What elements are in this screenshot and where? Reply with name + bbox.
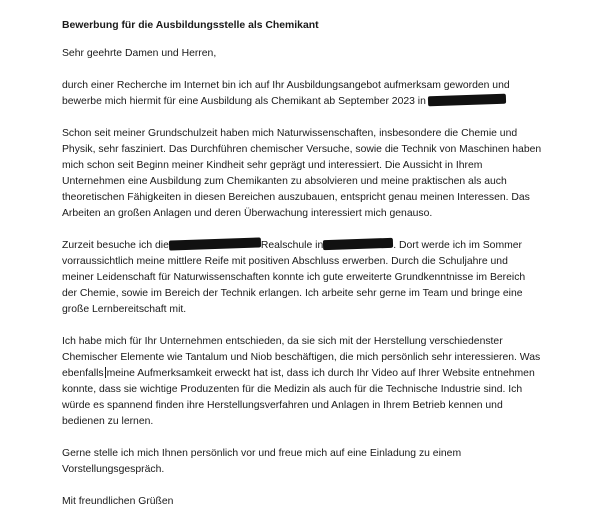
redaction-mark (323, 238, 393, 250)
paragraph-closing-request (62, 446, 582, 478)
paragraph-line: Chemischer Elemente wie Tantalum und Niob beschäftigen, die mich persönlich sehr interessieren. Was (62, 352, 541, 363)
paragraph-line: Arbeiten an großen Anlagen und deren Überwachung interessiert mich genauso. (62, 208, 433, 219)
paragraph-line-text: meine Aufmerksamkeit erweckt hat ist, dass ich durch Ihr Video auf Ihrer Website entnehmen (106, 368, 535, 379)
paragraph-line-text: bewerbe mich hiermit für eine Ausbildung als Chemikant ab September 2023 in (62, 96, 426, 107)
letter-document (62, 18, 582, 526)
paragraph-intro (62, 78, 582, 110)
paragraph-line: Vorstellungsgespräch. (62, 464, 165, 475)
salutation-text: Sehr geehrte Damen und Herren, (62, 48, 217, 59)
letter-closing (62, 494, 582, 510)
paragraph-line: große Lernbereitschaft mit. (62, 304, 187, 315)
paragraph-line: Unternehmen eine Ausbildung zum Chemikanten zu absolvieren und meine praktischen als auch (62, 176, 507, 187)
paragraph-line: konnte, dass sie wichtige Produzenten für die Medizin als auch für die Technische Industrie sind. Ich (62, 384, 523, 395)
paragraph-line: Schon seit meiner Grundschulzeit haben mich Naturwissenschaften, insbesondere die Chemie und (62, 128, 518, 139)
redaction-mark (169, 237, 261, 250)
letter-salutation (62, 46, 582, 62)
closing-text: Mit freundlichen Grüßen (62, 496, 174, 507)
paragraph-line-text: Zurzeit besuche ich die (62, 240, 169, 251)
paragraph-line: der Chemie, sowie im Bereich der Technik erlangen. Ich arbeite sehr gerne im Team und bringe eine (62, 288, 523, 299)
paragraph-line-text: Realschule in (260, 240, 324, 251)
paragraph-line: Physik, sehr fasziniert. Das Durchführen chemischer Versuche, sowie die Technik von Maschinen haben (62, 144, 542, 155)
paragraph-school (62, 238, 582, 318)
paragraph-line (62, 238, 582, 254)
paragraph-line (62, 366, 582, 382)
paragraph-line: meiner Leidenschaft für Naturwissenschaften konnte ich gute erweiterte Grundkenntnisse im Bereich (62, 272, 526, 283)
paragraph-motivation (62, 126, 582, 222)
paragraph-line-text: ebenfalls (62, 368, 104, 379)
paragraph-line: vorraussichtlich meine mittlere Reife mit positiven Abschluss erwerben. Durch die Schuljahre und (62, 256, 508, 267)
paragraph-line: durch einer Recherche im Internet bin ich auf Ihr Ausbildungsangebot aufmerksam geworden und (62, 80, 510, 91)
paragraph-line: bedienen zu lernen. (62, 416, 154, 427)
paragraph-company (62, 334, 582, 430)
paragraph-line: Ich habe mich für Ihr Unternehmen entschieden, da sie sich mit der Herstellung verschiedenster (62, 336, 503, 347)
paragraph-line: mich schon seit Beginn meiner Kindheit sehr geprägt und interessiert. Die Aussicht in Ihrem (62, 160, 483, 171)
paragraph-line: Gerne stelle ich mich Ihnen persönlich vor und freue mich auf eine Einladung zu einem (62, 448, 462, 459)
text-cursor (105, 367, 106, 378)
paragraph-line: würde es spannend finden ihre Herstellungsverfahren und Anlagen in Ihrem Betrieb kennen und (62, 400, 503, 411)
paragraph-line-text: . Dort werde ich im Sommer (393, 240, 523, 251)
redaction-mark (428, 94, 506, 107)
letter-subject: Bewerbung für die Ausbildungsstelle als Chemikant (62, 20, 319, 31)
paragraph-line: theoretischen Fähigkeiten in diesen Bereichen auszubauen, entspricht genau meinen Interessen. Das (62, 192, 530, 203)
paragraph-line (62, 94, 582, 110)
